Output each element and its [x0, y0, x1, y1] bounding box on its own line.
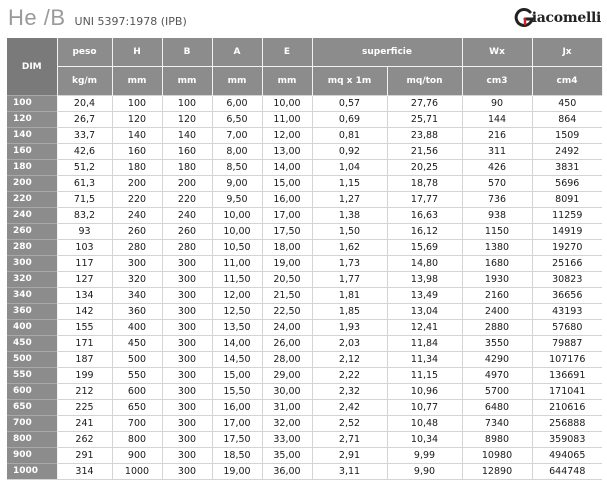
cell-b: 300 — [162, 448, 212, 464]
cell-peso: 142 — [57, 304, 112, 320]
cell-jx: 359083 — [532, 432, 602, 448]
cell-peso: 262 — [57, 432, 112, 448]
cell-a: 18,50 — [212, 448, 262, 464]
cell-a: 10,00 — [212, 224, 262, 240]
cell-dim: 1000 — [7, 464, 57, 480]
cell-dim: 320 — [7, 272, 57, 288]
cell-sup-ton: 15,69 — [387, 240, 462, 256]
cell-a: 15,00 — [212, 368, 262, 384]
cell-h: 340 — [112, 288, 162, 304]
cell-b: 300 — [162, 416, 212, 432]
header-h: H — [112, 38, 162, 67]
unit-h: mm — [112, 67, 162, 96]
header-b: B — [162, 38, 212, 67]
table-row — [7, 176, 602, 192]
cell-peso: 291 — [57, 448, 112, 464]
cell-h: 300 — [112, 256, 162, 272]
cell-jx: 450 — [532, 96, 602, 112]
cell-e: 28,00 — [262, 352, 312, 368]
cell-jx: 36656 — [532, 288, 602, 304]
cell-sup-m: 2,32 — [312, 384, 387, 400]
table-row — [7, 256, 602, 272]
cell-b: 260 — [162, 224, 212, 240]
unit-a: mm — [212, 67, 262, 96]
cell-b: 300 — [162, 256, 212, 272]
cell-e: 13,00 — [262, 144, 312, 160]
cell-e: 19,00 — [262, 256, 312, 272]
cell-h: 450 — [112, 336, 162, 352]
cell-a: 7,00 — [212, 128, 262, 144]
unit-peso: kg/m — [57, 67, 112, 96]
cell-jx: 1509 — [532, 128, 602, 144]
cell-jx: 256888 — [532, 416, 602, 432]
cell-peso: 127 — [57, 272, 112, 288]
cell-h: 260 — [112, 224, 162, 240]
page-subtitle: UNI 5397:1978 (IPB) — [74, 15, 187, 28]
cell-sup-m: 1,04 — [312, 160, 387, 176]
cell-peso: 155 — [57, 320, 112, 336]
cell-a: 14,00 — [212, 336, 262, 352]
table-row — [7, 240, 602, 256]
cell-dim: 280 — [7, 240, 57, 256]
cell-sup-m: 1,15 — [312, 176, 387, 192]
table-row — [7, 448, 602, 464]
table-body — [7, 96, 602, 480]
cell-peso: 171 — [57, 336, 112, 352]
cell-dim: 650 — [7, 400, 57, 416]
profile-table — [7, 38, 603, 480]
cell-wx: 8980 — [462, 432, 532, 448]
cell-a: 13,50 — [212, 320, 262, 336]
cell-jx: 171041 — [532, 384, 602, 400]
cell-a: 16,00 — [212, 400, 262, 416]
cell-dim: 160 — [7, 144, 57, 160]
cell-sup-m: 0,57 — [312, 96, 387, 112]
cell-e: 17,00 — [262, 208, 312, 224]
cell-a: 11,50 — [212, 272, 262, 288]
table-row — [7, 160, 602, 176]
cell-e: 24,00 — [262, 320, 312, 336]
cell-a: 17,00 — [212, 416, 262, 432]
table-row — [7, 336, 602, 352]
brand-logo — [513, 6, 601, 30]
cell-jx: 210616 — [532, 400, 602, 416]
cell-a: 10,50 — [212, 240, 262, 256]
cell-wx: 736 — [462, 192, 532, 208]
logo-text: iacomelli — [531, 10, 601, 26]
cell-h: 700 — [112, 416, 162, 432]
logo-g-icon — [513, 7, 535, 29]
cell-jx: 43193 — [532, 304, 602, 320]
cell-h: 500 — [112, 352, 162, 368]
cell-h: 120 — [112, 112, 162, 128]
cell-sup-ton: 11,34 — [387, 352, 462, 368]
cell-h: 220 — [112, 192, 162, 208]
cell-a: 15,50 — [212, 384, 262, 400]
cell-a: 9,50 — [212, 192, 262, 208]
table-row — [7, 272, 602, 288]
cell-e: 12,00 — [262, 128, 312, 144]
cell-wx: 570 — [462, 176, 532, 192]
cell-sup-m: 1,77 — [312, 272, 387, 288]
cell-b: 280 — [162, 240, 212, 256]
cell-sup-m: 0,69 — [312, 112, 387, 128]
cell-sup-m: 1,38 — [312, 208, 387, 224]
table-row — [7, 416, 602, 432]
cell-sup-ton: 20,25 — [387, 160, 462, 176]
cell-peso: 51,2 — [57, 160, 112, 176]
cell-e: 15,00 — [262, 176, 312, 192]
cell-sup-ton: 17,77 — [387, 192, 462, 208]
cell-b: 300 — [162, 432, 212, 448]
header-superficie: superficie — [312, 38, 462, 67]
cell-wx: 4970 — [462, 368, 532, 384]
cell-sup-ton: 18,78 — [387, 176, 462, 192]
cell-h: 600 — [112, 384, 162, 400]
cell-h: 800 — [112, 432, 162, 448]
cell-peso: 241 — [57, 416, 112, 432]
cell-h: 280 — [112, 240, 162, 256]
cell-peso: 33,7 — [57, 128, 112, 144]
cell-sup-m: 2,52 — [312, 416, 387, 432]
cell-a: 12,50 — [212, 304, 262, 320]
cell-wx: 216 — [462, 128, 532, 144]
table-row — [7, 208, 602, 224]
table-row — [7, 224, 602, 240]
cell-sup-ton: 16,12 — [387, 224, 462, 240]
cell-e: 31,00 — [262, 400, 312, 416]
table-row — [7, 432, 602, 448]
cell-wx: 938 — [462, 208, 532, 224]
cell-sup-m: 1,73 — [312, 256, 387, 272]
cell-a: 8,00 — [212, 144, 262, 160]
cell-sup-m: 1,27 — [312, 192, 387, 208]
cell-peso: 134 — [57, 288, 112, 304]
cell-dim: 700 — [7, 416, 57, 432]
cell-b: 300 — [162, 304, 212, 320]
cell-jx: 2492 — [532, 144, 602, 160]
cell-b: 200 — [162, 176, 212, 192]
cell-dim: 120 — [7, 112, 57, 128]
cell-wx: 4290 — [462, 352, 532, 368]
cell-peso: 61,3 — [57, 176, 112, 192]
cell-b: 220 — [162, 192, 212, 208]
unit-jx: cm4 — [532, 67, 602, 96]
cell-wx: 1380 — [462, 240, 532, 256]
header-wx: Wx — [462, 38, 532, 67]
cell-e: 32,00 — [262, 416, 312, 432]
cell-wx: 426 — [462, 160, 532, 176]
cell-b: 300 — [162, 288, 212, 304]
cell-jx: 5696 — [532, 176, 602, 192]
header-e: E — [262, 38, 312, 67]
cell-peso: 71,5 — [57, 192, 112, 208]
cell-jx: 79887 — [532, 336, 602, 352]
cell-sup-ton: 11,84 — [387, 336, 462, 352]
cell-peso: 212 — [57, 384, 112, 400]
cell-wx: 6480 — [462, 400, 532, 416]
cell-a: 11,00 — [212, 256, 262, 272]
cell-sup-ton: 13,04 — [387, 304, 462, 320]
cell-sup-ton: 9,90 — [387, 464, 462, 480]
cell-sup-m: 2,03 — [312, 336, 387, 352]
cell-peso: 199 — [57, 368, 112, 384]
cell-sup-ton: 16,63 — [387, 208, 462, 224]
table-row — [7, 304, 602, 320]
cell-sup-m: 1,62 — [312, 240, 387, 256]
cell-jx: 30823 — [532, 272, 602, 288]
cell-dim: 800 — [7, 432, 57, 448]
cell-jx: 864 — [532, 112, 602, 128]
table-row — [7, 464, 602, 480]
cell-e: 33,00 — [262, 432, 312, 448]
cell-dim: 340 — [7, 288, 57, 304]
table-row — [7, 192, 602, 208]
cell-sup-m: 0,92 — [312, 144, 387, 160]
unit-e: mm — [262, 67, 312, 96]
table-row — [7, 320, 602, 336]
cell-sup-m: 2,71 — [312, 432, 387, 448]
cell-peso: 187 — [57, 352, 112, 368]
cell-peso: 83,2 — [57, 208, 112, 224]
header-peso: peso — [57, 38, 112, 67]
cell-sup-m: 2,22 — [312, 368, 387, 384]
cell-h: 650 — [112, 400, 162, 416]
cell-b: 100 — [162, 96, 212, 112]
cell-wx: 1930 — [462, 272, 532, 288]
cell-b: 240 — [162, 208, 212, 224]
cell-peso: 103 — [57, 240, 112, 256]
cell-dim: 200 — [7, 176, 57, 192]
cell-sup-ton: 25,71 — [387, 112, 462, 128]
cell-sup-m: 2,12 — [312, 352, 387, 368]
cell-wx: 2400 — [462, 304, 532, 320]
cell-e: 10,00 — [262, 96, 312, 112]
cell-b: 300 — [162, 400, 212, 416]
cell-b: 300 — [162, 336, 212, 352]
cell-a: 17,50 — [212, 432, 262, 448]
cell-sup-ton: 9,99 — [387, 448, 462, 464]
cell-e: 14,00 — [262, 160, 312, 176]
cell-jx: 11259 — [532, 208, 602, 224]
cell-jx: 494065 — [532, 448, 602, 464]
cell-b: 300 — [162, 464, 212, 480]
cell-a: 8,50 — [212, 160, 262, 176]
table-row — [7, 144, 602, 160]
cell-sup-m: 2,42 — [312, 400, 387, 416]
cell-e: 22,50 — [262, 304, 312, 320]
cell-h: 140 — [112, 128, 162, 144]
table-row — [7, 288, 602, 304]
unit-wx: cm3 — [462, 67, 532, 96]
cell-dim: 100 — [7, 96, 57, 112]
cell-wx: 90 — [462, 96, 532, 112]
cell-h: 160 — [112, 144, 162, 160]
cell-b: 120 — [162, 112, 212, 128]
cell-a: 12,00 — [212, 288, 262, 304]
cell-b: 300 — [162, 320, 212, 336]
units-row — [7, 67, 602, 96]
cell-a: 19,00 — [212, 464, 262, 480]
cell-wx: 2160 — [462, 288, 532, 304]
cell-sup-ton: 14,80 — [387, 256, 462, 272]
cell-sup-ton: 12,41 — [387, 320, 462, 336]
cell-a: 6,00 — [212, 96, 262, 112]
cell-peso: 225 — [57, 400, 112, 416]
unit-superficie-m: mq x 1m — [312, 67, 387, 96]
cell-jx: 107176 — [532, 352, 602, 368]
table-row — [7, 368, 602, 384]
cell-h: 320 — [112, 272, 162, 288]
cell-jx: 14919 — [532, 224, 602, 240]
header-jx: Jx — [532, 38, 602, 67]
cell-dim: 220 — [7, 192, 57, 208]
cell-h: 200 — [112, 176, 162, 192]
cell-wx: 7340 — [462, 416, 532, 432]
cell-b: 300 — [162, 272, 212, 288]
header-dim: DIM — [7, 38, 57, 96]
cell-b: 300 — [162, 352, 212, 368]
table-row — [7, 96, 602, 112]
page-header — [8, 5, 187, 31]
cell-sup-ton: 10,96 — [387, 384, 462, 400]
cell-sup-m: 1,81 — [312, 288, 387, 304]
cell-dim: 180 — [7, 160, 57, 176]
cell-jx: 644748 — [532, 464, 602, 480]
cell-h: 100 — [112, 96, 162, 112]
cell-h: 180 — [112, 160, 162, 176]
cell-dim: 140 — [7, 128, 57, 144]
cell-wx: 5700 — [462, 384, 532, 400]
cell-dim: 500 — [7, 352, 57, 368]
cell-sup-ton: 13,49 — [387, 288, 462, 304]
cell-e: 20,50 — [262, 272, 312, 288]
cell-sup-m: 0,81 — [312, 128, 387, 144]
cell-wx: 144 — [462, 112, 532, 128]
cell-peso: 42,6 — [57, 144, 112, 160]
cell-peso: 20,4 — [57, 96, 112, 112]
cell-wx: 1680 — [462, 256, 532, 272]
cell-dim: 300 — [7, 256, 57, 272]
cell-dim: 400 — [7, 320, 57, 336]
cell-sup-ton: 10,34 — [387, 432, 462, 448]
cell-a: 6,50 — [212, 112, 262, 128]
cell-a: 10,00 — [212, 208, 262, 224]
cell-jx: 57680 — [532, 320, 602, 336]
cell-sup-m: 3,11 — [312, 464, 387, 480]
cell-b: 160 — [162, 144, 212, 160]
cell-b: 180 — [162, 160, 212, 176]
cell-peso: 314 — [57, 464, 112, 480]
cell-wx: 3550 — [462, 336, 532, 352]
cell-e: 11,00 — [262, 112, 312, 128]
cell-e: 26,00 — [262, 336, 312, 352]
table-row — [7, 400, 602, 416]
cell-e: 29,00 — [262, 368, 312, 384]
table-row — [7, 128, 602, 144]
cell-e: 30,00 — [262, 384, 312, 400]
cell-dim: 260 — [7, 224, 57, 240]
table-row — [7, 352, 602, 368]
cell-sup-ton: 27,76 — [387, 96, 462, 112]
table-row — [7, 384, 602, 400]
cell-a: 14,50 — [212, 352, 262, 368]
cell-jx: 19270 — [532, 240, 602, 256]
cell-e: 18,00 — [262, 240, 312, 256]
cell-sup-m: 1,85 — [312, 304, 387, 320]
cell-sup-ton: 11,15 — [387, 368, 462, 384]
header-a: A — [212, 38, 262, 67]
cell-sup-ton: 13,98 — [387, 272, 462, 288]
cell-dim: 450 — [7, 336, 57, 352]
cell-e: 16,00 — [262, 192, 312, 208]
page-title: He /B — [8, 5, 66, 30]
cell-h: 360 — [112, 304, 162, 320]
cell-e: 36,00 — [262, 464, 312, 480]
header-row — [7, 38, 602, 67]
cell-a: 9,00 — [212, 176, 262, 192]
cell-h: 400 — [112, 320, 162, 336]
cell-dim: 360 — [7, 304, 57, 320]
cell-h: 1000 — [112, 464, 162, 480]
cell-wx: 10980 — [462, 448, 532, 464]
cell-wx: 2880 — [462, 320, 532, 336]
cell-e: 21,50 — [262, 288, 312, 304]
cell-dim: 240 — [7, 208, 57, 224]
cell-jx: 25166 — [532, 256, 602, 272]
cell-h: 550 — [112, 368, 162, 384]
unit-superficie-ton: mq/ton — [387, 67, 462, 96]
cell-wx: 311 — [462, 144, 532, 160]
cell-b: 140 — [162, 128, 212, 144]
cell-sup-ton: 10,48 — [387, 416, 462, 432]
cell-sup-ton: 10,77 — [387, 400, 462, 416]
cell-peso: 117 — [57, 256, 112, 272]
cell-jx: 3831 — [532, 160, 602, 176]
cell-dim: 550 — [7, 368, 57, 384]
cell-b: 300 — [162, 384, 212, 400]
table-row — [7, 112, 602, 128]
cell-peso: 93 — [57, 224, 112, 240]
cell-sup-m: 1,93 — [312, 320, 387, 336]
cell-jx: 136691 — [532, 368, 602, 384]
cell-peso: 26,7 — [57, 112, 112, 128]
cell-sup-ton: 23,88 — [387, 128, 462, 144]
cell-sup-ton: 21,56 — [387, 144, 462, 160]
cell-e: 17,50 — [262, 224, 312, 240]
cell-wx: 12890 — [462, 464, 532, 480]
cell-wx: 1150 — [462, 224, 532, 240]
cell-sup-m: 2,91 — [312, 448, 387, 464]
cell-e: 35,00 — [262, 448, 312, 464]
cell-jx: 8091 — [532, 192, 602, 208]
cell-h: 900 — [112, 448, 162, 464]
cell-dim: 900 — [7, 448, 57, 464]
cell-b: 300 — [162, 368, 212, 384]
cell-sup-m: 1,50 — [312, 224, 387, 240]
cell-dim: 600 — [7, 384, 57, 400]
cell-h: 240 — [112, 208, 162, 224]
unit-b: mm — [162, 67, 212, 96]
